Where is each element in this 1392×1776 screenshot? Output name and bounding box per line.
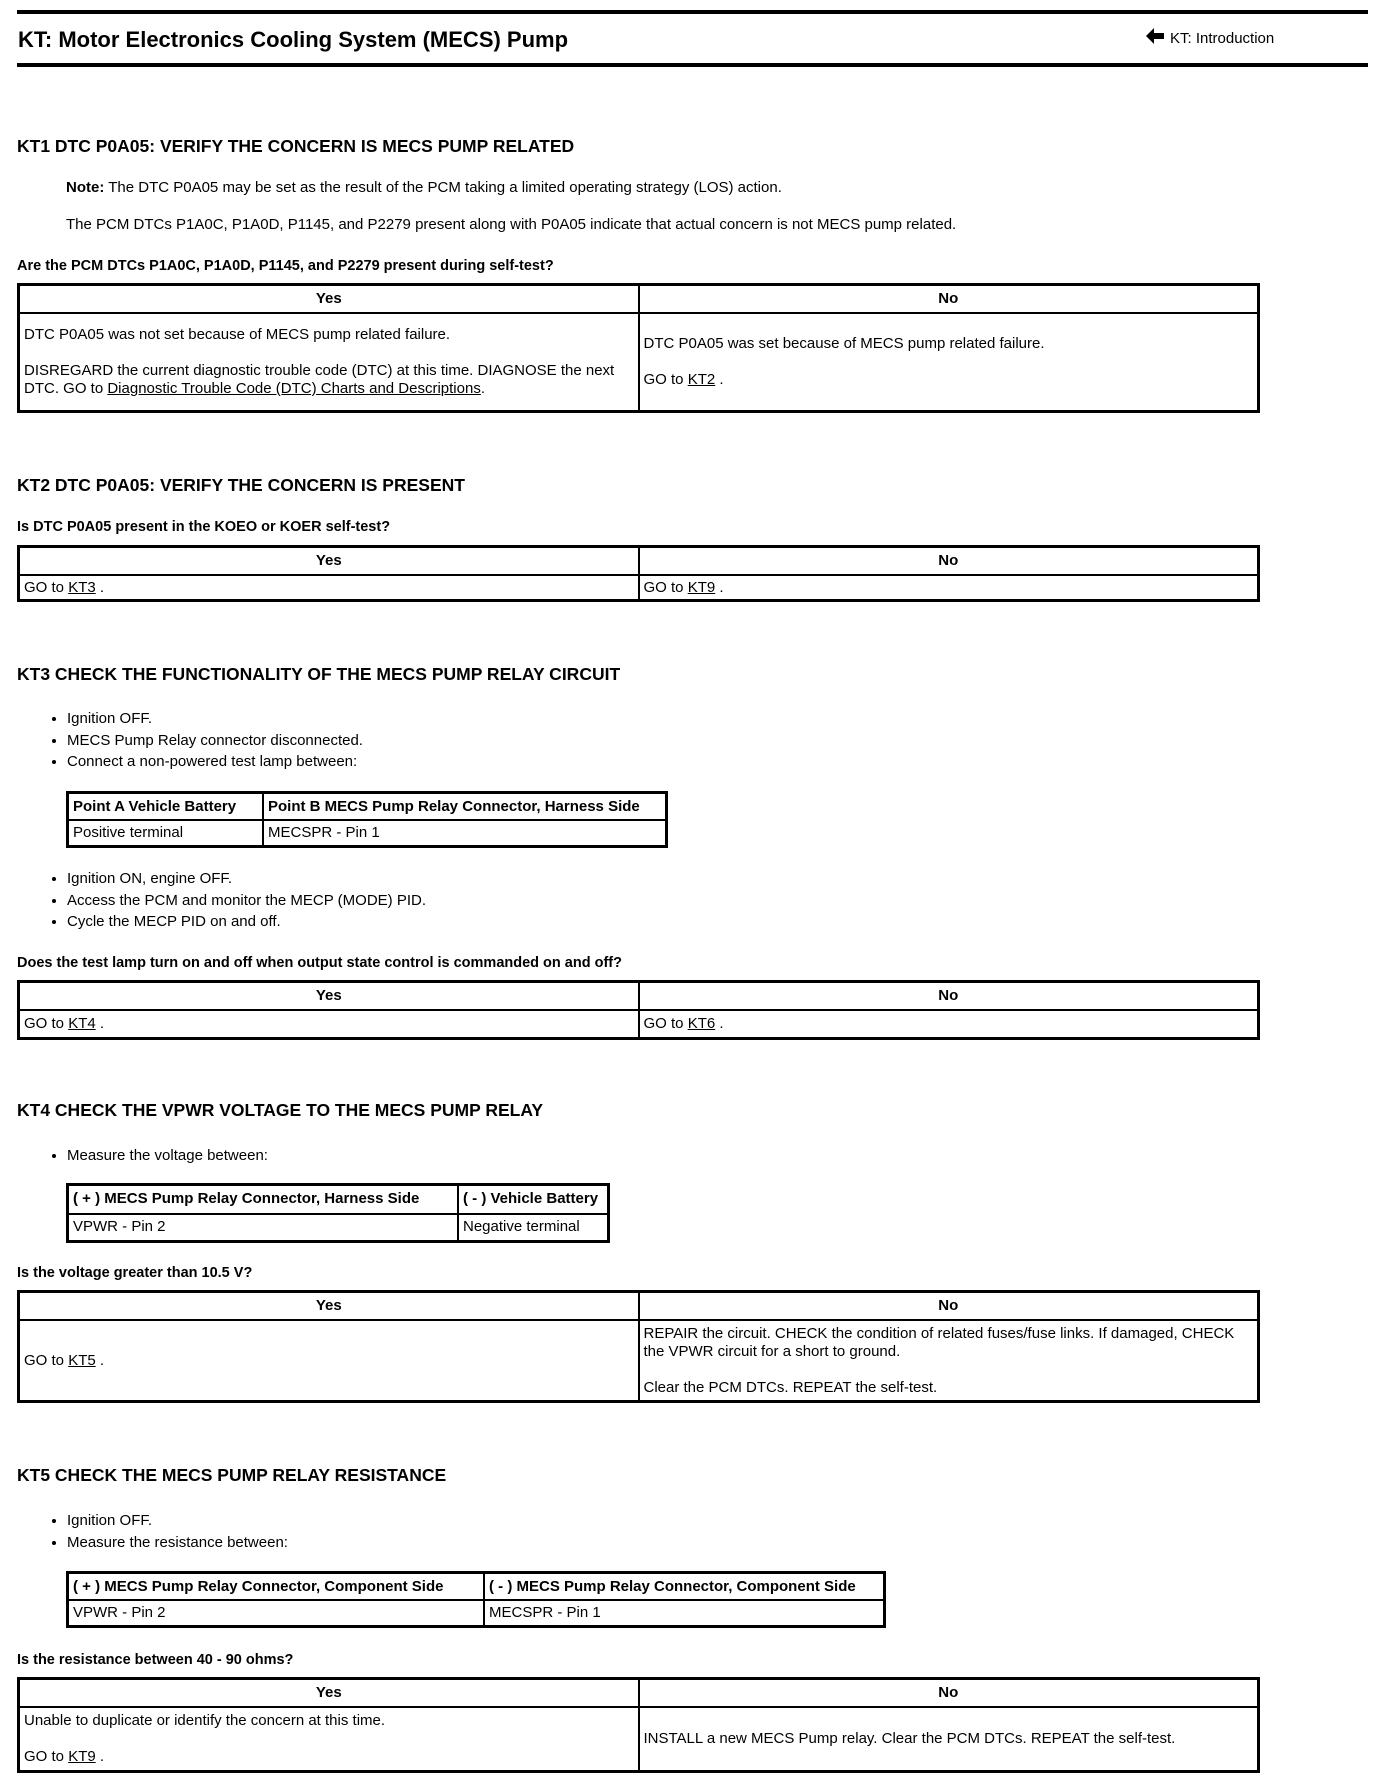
yes-header: Yes xyxy=(19,982,639,1011)
yes-header: Yes xyxy=(19,547,639,576)
no-header: No xyxy=(639,285,1259,314)
no-text: Clear the PCM DTCs. REPEAT the self-test. xyxy=(643,1378,938,1396)
kt3-heading: KT3 CHECK THE FUNCTIONALITY OF THE MECS PUMP RELAY CIRCUIT xyxy=(17,664,621,684)
kt4-heading: KT4 CHECK THE VPWR VOLTAGE TO THE MECS PUMP RELAY xyxy=(17,1100,544,1120)
kt1-question: Are the PCM DTCs P1A0C, P1A0D, P1145, and P2279 present during self-test? xyxy=(17,258,554,274)
kt3-yes-cell xyxy=(19,1010,639,1039)
go-to-text: GO to xyxy=(643,1015,688,1032)
kt4-link[interactable]: KT4 xyxy=(68,1015,96,1032)
no-text: DTC P0A05 was set because of MECS pump related failure. xyxy=(643,335,1045,352)
column-header: ( - ) MECS Pump Relay Connector, Component Side xyxy=(484,1573,885,1601)
kt2-link[interactable]: KT2 xyxy=(687,371,716,388)
table-cell: VPWR - Pin 2 xyxy=(68,1214,459,1242)
table-cell: VPWR - Pin 2 xyxy=(68,1600,485,1626)
column-header: Point B MECS Pump Relay Connector, Harness Side xyxy=(263,793,667,821)
back-arrow-icon xyxy=(1146,28,1164,50)
kt5-heading: KT5 CHECK THE MECS PUMP RELAY RESISTANCE xyxy=(17,1465,447,1485)
column-header: ( + ) MECS Pump Relay Connector, Harness Side xyxy=(68,1185,459,1214)
kt5-no-cell xyxy=(639,1707,1259,1772)
kt2-result-table xyxy=(17,545,1260,602)
kt1-no-cell xyxy=(639,313,1259,412)
kt2-question: Is DTC P0A05 present in the KOEO or KOER self-test? xyxy=(17,519,391,535)
kt5-measurement-table xyxy=(66,1571,886,1628)
list-item: • Ignition ON, engine OFF. xyxy=(67,868,426,890)
no-header: No xyxy=(639,547,1259,576)
list-item: • MECS Pump Relay connector disconnected. xyxy=(67,730,363,752)
table-cell: Positive terminal xyxy=(68,820,264,846)
kt4-yes-cell xyxy=(19,1320,639,1402)
kt3-result-table xyxy=(17,980,1260,1040)
go-to-text: GO to xyxy=(24,1015,69,1032)
table-cell: Negative terminal xyxy=(458,1214,609,1242)
kt3-test-points-table xyxy=(66,791,668,848)
back-link-label: KT: Introduction xyxy=(1170,29,1275,47)
note-text: The DTC P0A05 may be set as the result of the PCM taking a limited operating strategy (LOS) action. xyxy=(104,179,782,196)
go-to-text: GO to xyxy=(24,1748,69,1765)
go-to-text: GO to xyxy=(643,371,688,388)
no-text: INSTALL a new MECS Pump relay. Clear the PCM DTCs. REPEAT the self-test. xyxy=(643,1730,1176,1747)
page-title: KT: Motor Electronics Cooling System (MECS) Pump xyxy=(18,27,569,52)
list-item: • Cycle the MECP PID on and off. xyxy=(67,911,426,933)
kt5-result-table xyxy=(17,1677,1260,1773)
column-header: ( - ) Vehicle Battery xyxy=(458,1185,609,1214)
kt2-yes-cell xyxy=(19,575,639,601)
yes-header: Yes xyxy=(19,285,639,314)
yes-text: Unable to duplicate or identify the concern at this time. xyxy=(24,1712,386,1729)
table-cell: MECSPR - Pin 1 xyxy=(484,1600,885,1626)
yes-header: Yes xyxy=(19,1292,639,1321)
yes-text-end: . xyxy=(480,380,485,397)
kt3-link[interactable]: KT3 xyxy=(68,578,96,596)
list-item: • Connect a non-powered test lamp between: xyxy=(67,751,363,773)
kt1-heading: KT1 DTC P0A05: VERIFY THE CONCERN IS MECS PUMP RELATED xyxy=(17,136,575,156)
yes-text: DTC P0A05 was not set because of MECS pump related failure. xyxy=(24,326,451,343)
kt9-link[interactable]: KT9 xyxy=(687,578,716,596)
period: . xyxy=(95,1748,105,1765)
yes-text: DISREGARD the current diagnostic trouble code (DTC) at this time. DIAGNOSE the next DTC. GO to xyxy=(24,362,615,397)
list-item: • Ignition OFF. xyxy=(67,1510,288,1532)
table-cell: MECSPR - Pin 1 xyxy=(263,820,667,846)
header-bottom-rule xyxy=(17,63,1368,67)
column-header: ( + ) MECS Pump Relay Connector, Component Side xyxy=(68,1573,485,1601)
kt1-yes-cell xyxy=(19,313,639,412)
kt2-no-cell xyxy=(639,575,1259,601)
no-header: No xyxy=(639,982,1259,1011)
kt3-bullets-2 xyxy=(45,868,426,933)
kt6-link[interactable]: KT6 xyxy=(687,1015,716,1032)
kt1-note xyxy=(66,178,782,198)
kt3-no-cell xyxy=(639,1010,1259,1039)
top-rule xyxy=(17,10,1368,14)
yes-header: Yes xyxy=(19,1679,639,1708)
kt5-link[interactable]: KT5 xyxy=(68,1351,96,1369)
go-to-text: GO to xyxy=(24,578,69,596)
note-label: Note: xyxy=(66,179,105,196)
no-text: REPAIR the circuit. CHECK the condition of related fuses/fuse links. If damaged, CHECK the VPWR circuit for a short to ground. xyxy=(643,1324,1235,1360)
kt1-result-table xyxy=(17,283,1260,413)
kt4-bullets xyxy=(45,1145,268,1167)
kt4-question: Is the voltage greater than 10.5 V? xyxy=(17,1265,253,1281)
kt5-yes-cell xyxy=(19,1707,639,1772)
kt2-heading: KT2 DTC P0A05: VERIFY THE CONCERN IS PRESENT xyxy=(17,475,465,495)
dtc-charts-link[interactable]: Diagnostic Trouble Code (DTC) Charts and Descriptions xyxy=(107,380,481,397)
column-header: Point A Vehicle Battery xyxy=(68,793,264,821)
period: . xyxy=(95,1351,105,1369)
back-link[interactable] xyxy=(1146,28,1274,50)
list-item: • Measure the resistance between: xyxy=(67,1532,288,1554)
kt1-paragraph: The PCM DTCs P1A0C, P1A0D, P1145, and P2279 present along with P0A05 indicate that actual concern is not MECS pump related. xyxy=(66,216,957,233)
period: . xyxy=(715,1015,724,1032)
kt3-bullets-1 xyxy=(45,708,363,773)
list-item: • Ignition OFF. xyxy=(67,708,363,730)
kt5-question: Is the resistance between 40 - 90 ohms? xyxy=(17,1652,294,1668)
kt3-question: Does the test lamp turn on and off when output state control is commanded on and off? xyxy=(17,955,622,971)
no-header: No xyxy=(639,1679,1259,1708)
period: . xyxy=(95,1015,105,1032)
period: . xyxy=(95,578,105,596)
kt4-no-cell xyxy=(639,1320,1259,1402)
kt5-bullets xyxy=(45,1510,288,1553)
go-to-text: GO to xyxy=(643,578,688,596)
kt4-measurement-table xyxy=(66,1183,610,1243)
period: . xyxy=(715,578,724,596)
list-item: • Access the PCM and monitor the MECP (MODE) PID. xyxy=(67,890,426,912)
kt9-link[interactable]: KT9 xyxy=(68,1748,96,1765)
period: . xyxy=(715,371,724,388)
go-to-text: GO to xyxy=(24,1351,69,1369)
list-item: • Measure the voltage between: xyxy=(67,1145,268,1167)
kt4-result-table xyxy=(17,1290,1260,1403)
no-header: No xyxy=(639,1292,1259,1321)
